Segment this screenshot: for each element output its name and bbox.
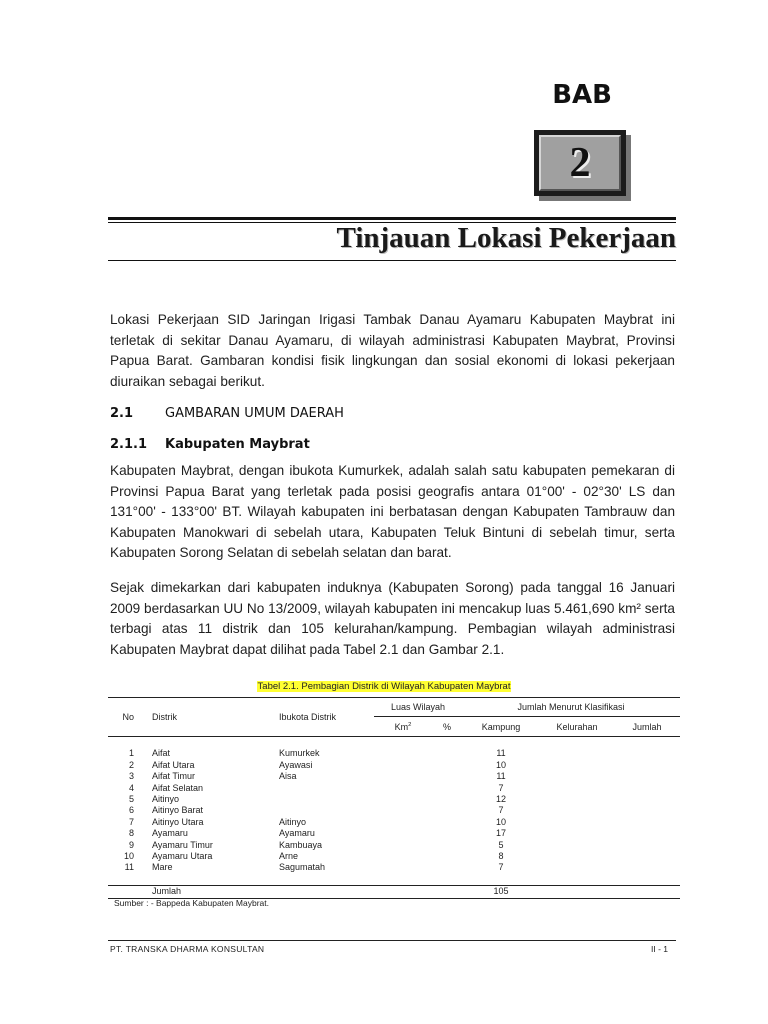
header-jumlah: Jumlah — [614, 717, 680, 737]
subsection-heading — [110, 437, 310, 452]
cell-distrik: Ayamaru Utara — [152, 851, 213, 862]
cell-distrik: Aifat Timur — [152, 771, 196, 782]
cell-distrik: Aitinyo — [152, 794, 180, 805]
cell-no: 3 — [128, 771, 134, 782]
cell-ibukota: Sagumatah — [279, 862, 326, 873]
cell-jumlah — [614, 828, 680, 839]
chapter-title: Tinjauan Lokasi Pekerjaan — [336, 222, 676, 254]
cell-distrik: Aitinyo Utara — [152, 816, 204, 827]
table-row — [108, 794, 680, 805]
table-row — [108, 748, 680, 759]
header-km2: Km$^2$ — [374, 717, 432, 737]
cell-kelurahan — [540, 840, 614, 851]
header-kampung: Kampung — [462, 717, 540, 737]
cell-distrik: Aifat Selatan — [152, 782, 204, 793]
table-footer — [108, 874, 680, 898]
header-distrik: Distrik — [152, 698, 279, 737]
chapter-number-box — [534, 130, 626, 196]
cell-kelurahan — [540, 862, 614, 873]
table-caption-text: Tabel 2.1. Pembagian Distrik di Wilayah Kabupaten Maybrat — [257, 681, 511, 692]
table-row — [108, 851, 680, 862]
cell-km2 — [374, 783, 432, 794]
header-persen: % — [432, 717, 462, 737]
cell-km2 — [374, 771, 432, 782]
cell-no: 2 — [128, 759, 134, 770]
cell-ibukota — [279, 783, 374, 794]
cell-ibukota: Kambuaya — [279, 839, 323, 850]
cell-km2 — [374, 840, 432, 851]
cell-persen — [432, 805, 462, 816]
section-title: GAMBARAN UMUM DAERAH — [165, 406, 344, 421]
cell-kampung: 10 — [495, 816, 506, 827]
cell-kampung: 10 — [495, 759, 506, 770]
chapter-number-plate — [539, 135, 621, 191]
cell-jumlah — [614, 840, 680, 851]
cell-ibukota: Arne — [279, 851, 299, 862]
cell-kelurahan — [540, 828, 614, 839]
cell-persen — [432, 840, 462, 851]
cell-kelurahan — [540, 771, 614, 782]
cell-distrik: Ayamaru Timur — [152, 839, 213, 850]
footer-page-number: II - 1 — [650, 944, 668, 954]
cell-persen — [432, 748, 462, 759]
cell-persen — [432, 817, 462, 828]
cell-km2 — [374, 828, 432, 839]
district-table — [108, 697, 680, 899]
cell-ibukota: Ayamaru — [279, 828, 315, 839]
cell-no: 5 — [128, 794, 134, 805]
table-row — [108, 771, 680, 782]
cell-kampung: 11 — [496, 748, 506, 759]
body-paragraph-2: Sejak dimekarkan dari kabupaten induknya (Kabupaten Sorong) pada tanggal 16 Januari 2009 berdasarkan UU No 13/2009, wilayah kabupaten ini mencakup luas 5.461,690 km² serta terbagi atas 11 distrik dan 105 kelurahan/kampung. Pembagian wilayah administrasi Kabupaten Maybrat dapat dilihat pada Tabel 2.1 dan Gambar 2.1. — [110, 580, 675, 657]
cell-jumlah — [614, 794, 680, 805]
cell-no: 4 — [128, 782, 134, 793]
cell-km2 — [374, 760, 432, 771]
cell-km2 — [374, 794, 432, 805]
cell-kelurahan — [540, 783, 614, 794]
cell-kampung: 7 — [498, 805, 504, 816]
cell-kelurahan — [540, 760, 614, 771]
header-ibukota: Ibukota Distrik — [279, 698, 374, 737]
header-luas-wilayah: Luas Wilayah — [374, 698, 462, 717]
cell-km2 — [374, 862, 432, 873]
cell-no: 8 — [128, 828, 134, 839]
cell-jumlah — [614, 760, 680, 771]
cell-kelurahan — [540, 851, 614, 862]
cell-km2 — [374, 748, 432, 759]
section-heading — [110, 406, 344, 421]
cell-km2 — [374, 817, 432, 828]
table-row — [108, 805, 680, 816]
chapter-number: 2 — [569, 140, 591, 186]
cell-kampung: 8 — [498, 851, 504, 862]
cell-jumlah — [614, 862, 680, 873]
cell-ibukota — [279, 794, 374, 805]
cell-jumlah — [614, 817, 680, 828]
cell-jumlah — [614, 771, 680, 782]
cell-jumlah — [614, 851, 680, 862]
table-row — [108, 817, 680, 828]
total-kampung: 105 — [462, 886, 540, 898]
cell-ibukota: Ayawasi — [279, 759, 313, 770]
cell-persen — [432, 828, 462, 839]
cell-kelurahan — [540, 817, 614, 828]
cell-ibukota — [279, 805, 374, 816]
cell-distrik: Ayamaru — [152, 828, 188, 839]
cell-kelurahan — [540, 794, 614, 805]
header-no: No — [108, 698, 134, 737]
table-row — [108, 862, 680, 873]
cell-jumlah — [614, 783, 680, 794]
subsection-number: 2.1.1 — [110, 437, 148, 452]
cell-kampung: 7 — [498, 782, 504, 793]
cell-no: 7 — [128, 816, 134, 827]
header-rule-thick — [108, 217, 676, 220]
subsection-title: Kabupaten Maybrat — [165, 437, 310, 452]
cell-ibukota: Aisa — [279, 771, 297, 782]
cell-km2 — [374, 851, 432, 862]
cell-ibukota: Kumurkek — [279, 748, 320, 759]
cell-no: 6 — [128, 805, 134, 816]
cell-ibukota: Aitinyo — [279, 816, 307, 827]
table-total-row — [108, 886, 680, 898]
cell-kampung: 17 — [495, 828, 506, 839]
cell-persen — [432, 794, 462, 805]
cell-distrik: Aifat Utara — [152, 759, 195, 770]
table-row — [108, 760, 680, 771]
cell-kelurahan — [540, 748, 614, 759]
cell-persen — [432, 783, 462, 794]
table-header-row-1 — [108, 698, 680, 717]
footer-company: PT. TRANSKA DHARMA KONSULTAN — [110, 944, 265, 954]
cell-jumlah — [614, 805, 680, 816]
header-kelurahan: Kelurahan — [540, 717, 614, 737]
cell-km2 — [374, 805, 432, 816]
cell-no: 11 — [124, 862, 134, 873]
table-body — [108, 737, 680, 874]
cell-persen — [432, 851, 462, 862]
chapter-label: BAB — [552, 80, 612, 110]
cell-kampung: 11 — [496, 771, 506, 782]
title-underline — [108, 260, 676, 261]
table-row — [108, 840, 680, 851]
cell-persen — [432, 862, 462, 873]
cell-distrik: Mare — [152, 862, 173, 873]
cell-no: 1 — [128, 748, 134, 759]
cell-kampung: 12 — [495, 794, 506, 805]
cell-kampung: 7 — [498, 862, 504, 873]
cell-persen — [432, 760, 462, 771]
section-number: 2.1 — [110, 406, 134, 421]
cell-kampung: 5 — [498, 839, 504, 850]
cell-distrik: Aifat — [152, 748, 171, 759]
footer-rule — [108, 940, 676, 941]
table-row — [108, 828, 680, 839]
cell-no: 10 — [123, 851, 134, 862]
table-row — [108, 783, 680, 794]
cell-persen — [432, 771, 462, 782]
table-caption — [0, 676, 768, 694]
total-label: Jumlah — [152, 886, 279, 898]
intro-paragraph: Lokasi Pekerjaan SID Jaringan Irigasi Tambak Danau Ayamaru Kabupaten Maybrat ini terletak di sekitar Danau Ayamaru, di wilayah administrasi Kabupaten Maybrat, Provinsi Papua Barat. Gambaran kondisi fisik lingkungan dan sosial ekonomi di lokasi pekerjaan diuraikan sebagai berikut. — [110, 312, 675, 389]
cell-jumlah — [614, 748, 680, 759]
cell-distrik: Aitinyo Barat — [152, 805, 204, 816]
cell-no: 9 — [128, 839, 134, 850]
body-paragraph-1: Kabupaten Maybrat, dengan ibukota Kumurkek, adalah salah satu kabupaten pemekaran di Provinsi Papua Barat yang terletak pada posisi geografis antara 01°00' - 02°30' LS dan 131°00' - 133°00' BT. Wilayah kabupaten ini berbatasan dengan Kabupaten Tambrauw dan Kabupaten Manokwari di sebelah utara, Kabupaten Teluk Bintuni di sebelah timur, serta Kabupaten Sorong Selatan di sebelah selatan dan barat. — [110, 463, 675, 561]
header-jumlah-klasifikasi: Jumlah Menurut Klasifikasi — [462, 698, 680, 717]
cell-kelurahan — [540, 805, 614, 816]
table-source-note: Sumber : - Bappeda Kabupaten Maybrat. — [114, 898, 269, 908]
